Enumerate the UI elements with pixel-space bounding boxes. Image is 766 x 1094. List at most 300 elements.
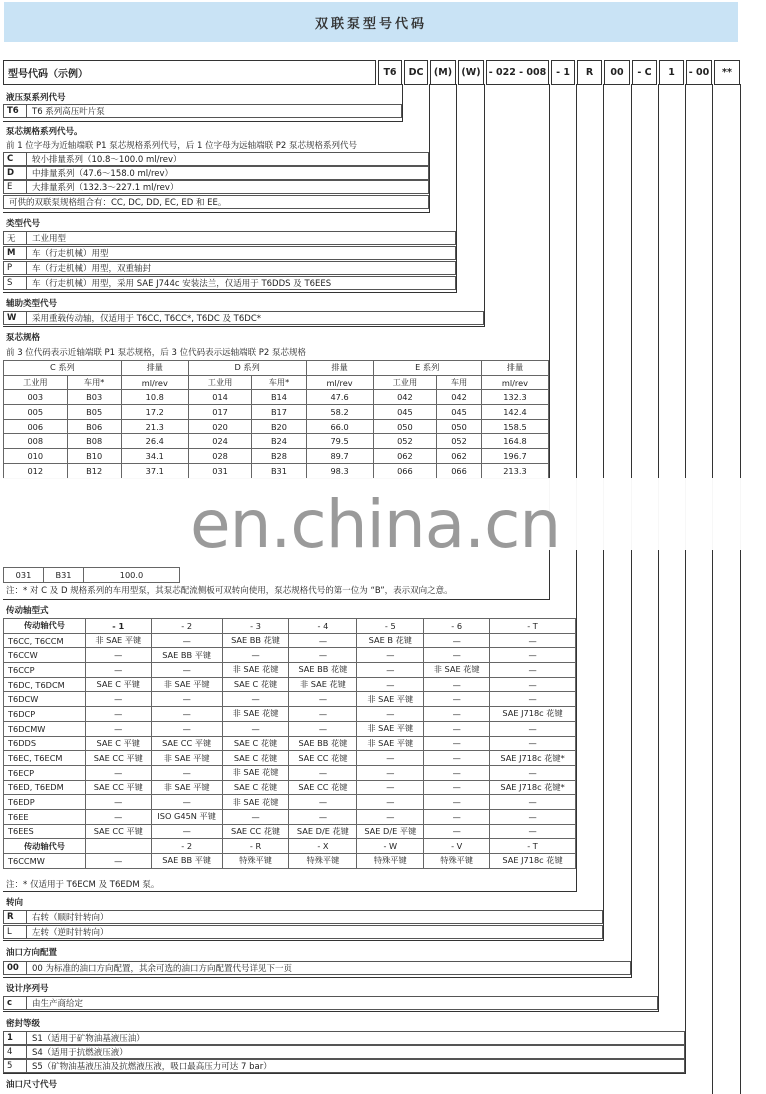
leader-line: [685, 84, 686, 1074]
table-cell: —: [424, 751, 490, 766]
table-cell: —: [85, 707, 151, 722]
table-row: [4, 663, 576, 678]
table-cell: 47.6: [306, 390, 373, 405]
table-cell: —: [85, 663, 151, 678]
table-cell: 012: [4, 463, 68, 478]
table-cell: SAE CC 平键: [85, 751, 151, 766]
table-cell: B05: [67, 405, 121, 420]
table-row: [4, 633, 576, 648]
table-cell: 062: [437, 449, 482, 464]
section-title-displacement: 泵芯规格: [6, 333, 41, 343]
table-cell: —: [357, 795, 424, 810]
table-cell: 042: [437, 390, 482, 405]
table-cell: —: [85, 692, 151, 707]
table-header: - 1: [85, 619, 151, 634]
table-cell: SAE J718c 花键*: [490, 780, 576, 795]
table-cell: SAE C 平键: [85, 736, 151, 751]
table-header-row: [4, 361, 549, 376]
table-row: [4, 780, 576, 795]
table-header: - R: [222, 839, 289, 854]
table-cell: B17: [252, 405, 306, 420]
code-part-suffix: **: [714, 60, 740, 85]
code-part-series: T6: [378, 60, 402, 85]
page-title: 双联泵型号代码: [314, 16, 427, 32]
section-title-aux: 辅助类型代号: [6, 299, 58, 309]
option-key: P: [4, 262, 27, 274]
table-cell: 100.0: [84, 568, 180, 583]
displacement-table: [3, 360, 549, 479]
table-header: E 系列: [373, 361, 481, 376]
table-cell: 050: [437, 419, 482, 434]
table-cell: 21.3: [121, 419, 188, 434]
table-cell: —: [289, 765, 357, 780]
table-header: - V: [424, 839, 490, 854]
table-cell: T6CCP: [4, 663, 86, 678]
table-cell: 非 SAE 平键: [151, 677, 222, 692]
section-title-shaft: 传动轴型式: [6, 606, 49, 616]
table-header: - W: [357, 839, 424, 854]
displacement-note: 前 3 位代码表示近轴端联 P1 泵芯规格，后 3 位代码表示远轴端联 P2 泵芯规格: [6, 348, 307, 358]
table-row: [4, 405, 549, 420]
table-row: [4, 390, 549, 405]
table-cell: —: [222, 648, 289, 663]
table-row: [4, 449, 549, 464]
table-row: [4, 419, 549, 434]
table-cell: 特殊平键: [424, 854, 490, 869]
table-cell: SAE CC 花键: [289, 780, 357, 795]
table-header: 车用*: [67, 375, 121, 390]
table-cell: B28: [252, 449, 306, 464]
table-cell: 142.4: [481, 405, 548, 420]
table-cell: 37.1: [121, 463, 188, 478]
table-header: D 系列: [188, 361, 306, 376]
model-code-label: 型号代码（示例）: [3, 60, 376, 85]
table-cell: —: [490, 809, 576, 824]
table-cell: —: [357, 751, 424, 766]
table-cell: 050: [373, 419, 437, 434]
table-cell: —: [424, 736, 490, 751]
table-cell: T6DCP: [4, 707, 86, 722]
section-line: [3, 891, 577, 892]
table-cell: 17.2: [121, 405, 188, 420]
table-row: [4, 795, 576, 810]
table-row: [4, 736, 576, 751]
table-cell: 066: [437, 463, 482, 478]
table-cell: B06: [67, 419, 121, 434]
table-header: - 2: [151, 839, 222, 854]
option-text: 左转（逆时针转向）: [32, 928, 109, 938]
cartridge-note: 前 1 位字母为近轴端联 P1 泵芯规格系列代号，后 1 位字母为远轴端联 P2 泵芯规格系列代号: [6, 141, 358, 151]
option-row: [3, 152, 429, 166]
table-cell: SAE J718c 花键*: [490, 751, 576, 766]
table-cell: 196.7: [481, 449, 548, 464]
table-cell: 非 SAE 平键: [151, 780, 222, 795]
section-title-port: 油口方向配置: [6, 948, 58, 958]
option-text: 车（行走机械）用型，双重轴封: [32, 264, 152, 274]
table-cell: B10: [67, 449, 121, 464]
shaft-table: [3, 618, 576, 869]
table-cell: 79.5: [306, 434, 373, 449]
table-cell: 014: [188, 390, 252, 405]
table-cell: 031: [4, 568, 44, 583]
table-cell: —: [357, 780, 424, 795]
table-cell: —: [85, 854, 151, 869]
table-cell: —: [490, 795, 576, 810]
table-header: - 4: [289, 619, 357, 634]
table-cell: B31: [44, 568, 84, 583]
table-cell: —: [424, 809, 490, 824]
table-row: [4, 434, 549, 449]
table-cell: —: [151, 795, 222, 810]
option-row: [3, 104, 402, 118]
table-cell: 017: [188, 405, 252, 420]
table-cell: —: [85, 648, 151, 663]
table-header: ml/rev: [481, 375, 548, 390]
table-cell: —: [85, 765, 151, 780]
table-cell: SAE BB 平键: [151, 854, 222, 869]
table-cell: T6EDP: [4, 795, 86, 810]
leader-line: [740, 84, 741, 1094]
table-cell: —: [289, 633, 357, 648]
option-text: T6 系列高压叶片泵: [32, 107, 105, 117]
section-line: [3, 326, 485, 327]
table-cell: 045: [437, 405, 482, 420]
table-cell: SAE C 花键: [222, 751, 289, 766]
table-cell: —: [424, 765, 490, 780]
table-cell: SAE CC 平键: [85, 824, 151, 839]
table-cell: 158.5: [481, 419, 548, 434]
table-cell: SAE C 平键: [85, 677, 151, 692]
table-cell: SAE CC 平键: [85, 780, 151, 795]
table-cell: —: [289, 809, 357, 824]
option-key: D: [4, 167, 27, 179]
table-cell: 042: [373, 390, 437, 405]
table-cell: 164.8: [481, 434, 548, 449]
section-line: [3, 121, 403, 122]
table-cell: 特殊平键: [289, 854, 357, 869]
table-cell: —: [357, 677, 424, 692]
table-cell: —: [424, 692, 490, 707]
table-cell: —: [85, 809, 151, 824]
shaft-footnote: 注：* 仅适用于 T6ECM 及 T6EDM 泵。: [6, 880, 160, 890]
section-line: [3, 292, 457, 293]
table-cell: —: [151, 692, 222, 707]
table-cell: B08: [67, 434, 121, 449]
table-cell: 非 SAE 花键: [222, 707, 289, 722]
table-cell: B24: [252, 434, 306, 449]
table-cell: 89.7: [306, 449, 373, 464]
option-text: 采用重载传动轴，仅适用于 T6CC, T6CC*, T6DC 及 T6DC*: [32, 314, 262, 324]
table-cell: 003: [4, 390, 68, 405]
option-key: T6: [4, 105, 27, 117]
table-cell: T6EC, T6ECM: [4, 751, 86, 766]
table-cell: 58.2: [306, 405, 373, 420]
table-cell: SAE BB 平键: [151, 648, 222, 663]
table-cell: 34.1: [121, 449, 188, 464]
table-header: 排量: [121, 361, 188, 376]
table-row: [4, 707, 576, 722]
table-cell: —: [289, 721, 357, 736]
watermark-text: en.china.cn: [190, 486, 561, 563]
code-part-rotation: R: [577, 60, 602, 85]
table-cell: —: [222, 809, 289, 824]
table-cell: SAE BB 花键: [289, 736, 357, 751]
table-header: 工业用: [4, 375, 68, 390]
title-banner: [4, 2, 738, 42]
table-cell: T6CCMW: [4, 854, 86, 869]
option-key: 00: [4, 962, 27, 974]
table-cell: 非 SAE 花键: [222, 795, 289, 810]
table-cell: —: [289, 648, 357, 663]
section-line: [3, 1011, 659, 1012]
section-line: [3, 940, 604, 941]
code-part-cartridge: DC: [404, 60, 428, 85]
displacement-table-tail: [3, 567, 549, 583]
table-cell: 005: [4, 405, 68, 420]
table-cell: —: [490, 677, 576, 692]
table-header: 排量: [306, 361, 373, 376]
table-row: [4, 824, 576, 839]
table-cell: —: [357, 648, 424, 663]
table-row: [4, 854, 576, 869]
option-text: 车（行走机械）用型，采用 SAE J744c 安装法兰，仅适用于 T6DDS 及 T6EES: [32, 279, 332, 289]
table-cell: SAE J718c 花键: [490, 854, 576, 869]
table-cell: 特殊平键: [222, 854, 289, 869]
table-cell: —: [424, 633, 490, 648]
option-row: [3, 1031, 685, 1045]
displacement-footnote: 注：* 对 C 及 D 规格系列的车用型泵，其泵芯配流侧板可双转向使用，泵芯规格代号的第一位为 “B”，表示双向之意。: [6, 586, 453, 596]
table-cell: SAE J718c 花键: [490, 707, 576, 722]
table-cell: —: [222, 721, 289, 736]
table-cell: SAE C 花键: [222, 736, 289, 751]
table-cell: —: [151, 765, 222, 780]
table-cell: ISO G45N 平键: [151, 809, 222, 824]
option-row: [3, 925, 603, 939]
table-header: - T: [490, 839, 576, 854]
table-cell: —: [424, 648, 490, 663]
table-cell: SAE D/E 平键: [357, 824, 424, 839]
table-cell: 008: [4, 434, 68, 449]
table-cell: T6DDS: [4, 736, 86, 751]
option-text: 较小排量系列（10.8～100.0 ml/rev）: [32, 155, 182, 165]
table-row: [4, 692, 576, 707]
table-cell: 10.8: [121, 390, 188, 405]
table-cell: —: [490, 736, 576, 751]
table-cell: —: [424, 677, 490, 692]
option-text: S4（适用于抗燃液压液）: [32, 1048, 128, 1058]
table-cell: 045: [373, 405, 437, 420]
table-header-row: [4, 375, 549, 390]
section-title-design: 设计序列号: [6, 984, 49, 994]
table-cell: —: [289, 795, 357, 810]
table-cell: —: [151, 721, 222, 736]
option-text: S1（适用于矿物油基液压油）: [32, 1034, 145, 1044]
table-header: 传动轴代号: [4, 839, 86, 854]
table-cell: —: [490, 765, 576, 780]
table-header-row: [4, 839, 576, 854]
table-cell: B14: [252, 390, 306, 405]
table-cell: B12: [67, 463, 121, 478]
section-title-portsize: 油口尺寸代号: [6, 1080, 58, 1090]
table-header: - 2: [151, 619, 222, 634]
option-row: [3, 311, 484, 325]
code-part-type: (M): [430, 60, 456, 85]
option-row: [3, 961, 631, 975]
option-key: M: [4, 247, 27, 259]
option-key: S: [4, 277, 27, 289]
table-row: [4, 765, 576, 780]
table-cell: —: [357, 663, 424, 678]
option-text: 00 为标准的油口方向配置，其余可选的油口方向配置代号详见下一页: [32, 964, 293, 974]
code-part-shaft: - 1: [551, 60, 575, 85]
table-cell: —: [289, 707, 357, 722]
option-text: 工业用型: [32, 234, 67, 244]
table-header: [85, 839, 151, 854]
section-title-series: 液压泵系列代号: [6, 93, 66, 103]
option-row: [3, 246, 456, 260]
option-key: L: [4, 926, 27, 938]
table-row: [4, 721, 576, 736]
section-line: [3, 212, 430, 213]
section-title-rotation: 转向: [6, 898, 24, 908]
leader-line: [484, 84, 485, 327]
option-text: S5（矿物油基液压油及抗燃液压液，吸口最高压力可达 7 bar）: [32, 1062, 272, 1072]
table-cell: 066: [373, 463, 437, 478]
table-cell: 非 SAE 平键: [357, 692, 424, 707]
option-key: E: [4, 181, 27, 193]
option-key: 5: [4, 1060, 27, 1072]
table-cell: 非 SAE 平键: [151, 751, 222, 766]
table-cell: —: [151, 663, 222, 678]
table-header: 排量: [481, 361, 548, 376]
leader-line: [429, 84, 430, 213]
option-key: 4: [4, 1046, 27, 1058]
table-header: 车用*: [252, 375, 306, 390]
table-cell: SAE CC 平键: [151, 736, 222, 751]
table-cell: 006: [4, 419, 68, 434]
table-header: - 6: [424, 619, 490, 634]
table-header: C 系列: [4, 361, 122, 376]
table-cell: T6DCMW: [4, 721, 86, 736]
table-cell: 非 SAE 平键: [357, 721, 424, 736]
table-cell: 024: [188, 434, 252, 449]
section-line: [3, 977, 632, 978]
table-cell: 052: [437, 434, 482, 449]
table-cell: SAE B 花键: [357, 633, 424, 648]
table-cell: 028: [188, 449, 252, 464]
table-header: - T: [490, 619, 576, 634]
table-header: - 3: [222, 619, 289, 634]
table-cell: SAE BB 花键: [289, 663, 357, 678]
table-cell: 非 SAE 花键: [289, 677, 357, 692]
table-cell: SAE C 花键: [222, 677, 289, 692]
table-cell: B31: [252, 463, 306, 478]
table-cell: 213.3: [481, 463, 548, 478]
table-row: [4, 463, 549, 478]
option-text: 右转（顺时针转向）: [32, 913, 109, 923]
table-row: [4, 648, 576, 663]
table-cell: —: [490, 692, 576, 707]
code-part-aux: (W): [458, 60, 484, 85]
table-cell: 020: [188, 419, 252, 434]
table-cell: —: [490, 824, 576, 839]
table-cell: 062: [373, 449, 437, 464]
table-cell: —: [85, 721, 151, 736]
option-key: 1: [4, 1032, 27, 1044]
table-cell: T6EE: [4, 809, 86, 824]
table-cell: —: [357, 707, 424, 722]
table-cell: 非 SAE 花键: [222, 663, 289, 678]
table-cell: T6DCW: [4, 692, 86, 707]
table-header: 工业用: [373, 375, 437, 390]
table-cell: 98.3: [306, 463, 373, 478]
section-title-type: 类型代号: [6, 219, 41, 229]
table-cell: 031: [188, 463, 252, 478]
option-row: [3, 1059, 685, 1073]
table-cell: 66.0: [306, 419, 373, 434]
section-line: [3, 1073, 686, 1074]
table-header: ml/rev: [306, 375, 373, 390]
option-key: R: [4, 911, 27, 923]
table-cell: T6ECP: [4, 765, 86, 780]
table-cell: 非 SAE 花键: [222, 765, 289, 780]
option-key: c: [4, 997, 27, 1009]
leader-line: [402, 84, 403, 122]
table-cell: 特殊平键: [357, 854, 424, 869]
table-cell: SAE C 花键: [222, 780, 289, 795]
table-cell: T6ED, T6EDM: [4, 780, 86, 795]
table-cell: —: [490, 648, 576, 663]
leader-line: [456, 84, 457, 293]
table-cell: —: [151, 707, 222, 722]
table-row: [4, 809, 576, 824]
table-cell: SAE D/E 花键: [289, 824, 357, 839]
table-cell: —: [424, 780, 490, 795]
option-text: 由生产商给定: [32, 999, 84, 1009]
combo-text: 可供的双联泵规格组合有：CC, DC, DD, EC, ED 和 EE。: [9, 198, 227, 208]
table-cell: T6DC, T6DCM: [4, 677, 86, 692]
table-header: - X: [289, 839, 357, 854]
option-row: [3, 180, 429, 194]
table-cell: —: [151, 633, 222, 648]
table-header: 传动轴代号: [4, 619, 86, 634]
table-cell: 052: [373, 434, 437, 449]
table-cell: —: [490, 663, 576, 678]
table-cell: 26.4: [121, 434, 188, 449]
table-cell: —: [424, 721, 490, 736]
option-text: 大排量系列（132.3～227.1 ml/rev）: [32, 183, 179, 193]
table-cell: 非 SAE 平键: [85, 633, 151, 648]
option-row: [3, 166, 429, 180]
table-cell: —: [424, 795, 490, 810]
table-cell: SAE CC 花键: [222, 824, 289, 839]
code-part-portsize: - 00: [686, 60, 712, 85]
table-cell: SAE CC 花键: [289, 751, 357, 766]
option-row: [3, 910, 603, 924]
option-key: C: [4, 153, 27, 165]
option-text: 中排量系列（47.6～158.0 ml/rev）: [32, 169, 174, 179]
option-row: [3, 276, 456, 290]
section-line: [3, 599, 550, 600]
table-cell: T6CC, T6CCM: [4, 633, 86, 648]
table-cell: —: [424, 824, 490, 839]
section-title-cartridge: 泵芯规格系列代号。: [6, 127, 83, 137]
code-part-seal: 1: [659, 60, 684, 85]
table-cell: —: [424, 707, 490, 722]
option-row: [3, 231, 456, 245]
section-title-seal: 密封等级: [6, 1019, 41, 1029]
table-header: ml/rev: [121, 375, 188, 390]
